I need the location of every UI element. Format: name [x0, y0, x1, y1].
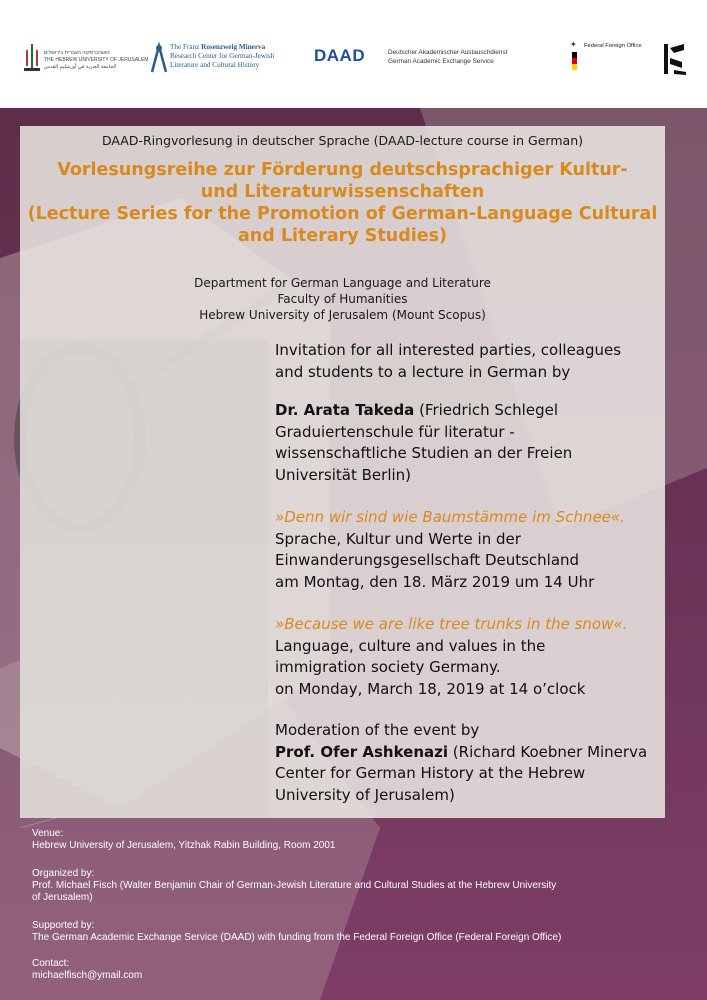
eagle-icon: ✦: [570, 40, 577, 49]
talk-german-title: »Denn wir sind wie Baumstämme im Schnee«.: [275, 508, 625, 526]
rosenzweig-line-3: Literature and Cultural History: [170, 61, 260, 69]
speaker-paragraph: [275, 400, 660, 486]
moderation-intro: Moderation of the event by: [275, 721, 480, 739]
organized-text: of Jerusalem): [32, 892, 93, 903]
daad-logo: [314, 44, 544, 72]
organized-label: Organized by:: [32, 868, 95, 879]
venue-block: [32, 828, 672, 852]
talk-german-line: Sprache, Kultur und Werte in der: [275, 529, 521, 548]
logo-bar: [0, 0, 707, 108]
talk-german: [275, 507, 660, 593]
speaker-affiliation: (Friedrich Schlegel: [414, 401, 558, 419]
contact-label: Contact:: [32, 958, 70, 969]
department-line: Department for German Language and Literature: [194, 276, 491, 290]
hebrew-university-logo: [24, 42, 149, 76]
lk-emblem-icon: [660, 42, 690, 76]
supported-text: The German Academic Exchange Service (DAAD) with funding from the Federal Foreign Office (Federal Foreign Office): [32, 932, 562, 943]
department-line: Faculty of Humanities: [277, 292, 408, 306]
rosenzweig-line-1-strong: Rosenzweig Minerva: [201, 43, 266, 51]
venue-text: Hebrew University of Jerusalem, Yitzhak Rabin Building, Room 2001: [32, 840, 336, 851]
speaker-line: [275, 400, 660, 422]
panel-left-shade: [20, 340, 268, 818]
ffo-label: Federal Foreign Office: [584, 43, 642, 49]
daad-german-name: Deutscher Akademischer Austauschdienst: [388, 49, 508, 56]
supported-label: Supported by:: [32, 920, 95, 931]
moderator-line: University of Jerusalem): [275, 785, 455, 804]
huji-emblem-icon: [24, 44, 40, 72]
daad-abbr: DAAD: [314, 46, 366, 65]
rosenzweig-line-1: [170, 43, 265, 52]
speaker-line: Universität Berlin): [275, 465, 412, 484]
speaker-line: wissenschaftliche Studien an der Freien: [275, 444, 573, 462]
department-block: [20, 275, 665, 323]
talk-german-line: Einwanderungsgesellschaft Deutschland: [275, 551, 580, 569]
rosenzweig-line-2: Research Center for German-Jewish: [170, 52, 275, 60]
talk-english-line: Language, culture and values in the: [275, 636, 546, 655]
talk-english-date: on Monday, March 18, 2019 at 14 o’clock: [275, 679, 586, 698]
speaker-line: Graduiertenschule für literatur -: [275, 422, 515, 441]
rosenzweig-emblem-icon: [150, 42, 168, 74]
series-title-line: (Lecture Series for the Promotion of German-Language Cultural: [27, 204, 658, 224]
invitation-line: and students to a lecture in German by: [275, 362, 571, 381]
talk-english-title: »Because we are like tree trunks in the snow«.: [275, 615, 628, 633]
series-title-line: Vorlesungsreihe zur Förderung deutschsprachiger Kultur-: [57, 160, 628, 180]
talk-german-date: am Montag, den 18. März 2019 um 14 Uhr: [275, 572, 595, 591]
organized-block: [32, 868, 672, 904]
supported-block: [32, 920, 672, 944]
huji-arabic-name: الجامعة العبرية في أورشليم القدس: [44, 64, 117, 70]
venue-label: Venue:: [32, 828, 64, 839]
federal-foreign-office-logo: [570, 40, 650, 76]
rosenzweig-line-1-pre: The Franz: [170, 43, 202, 51]
moderation-paragraph: [275, 720, 660, 806]
speaker-name: Dr. Arata Takeda: [275, 401, 415, 419]
rosenzweig-center-logo: [150, 40, 310, 76]
series-title-line: and Literary Studies): [237, 226, 448, 246]
talk-english: [275, 614, 660, 700]
german-flag-icon: [572, 52, 577, 70]
department-line: Hebrew University of Jerusalem (Mount Scopus): [199, 308, 486, 322]
talk-english-line: immigration society Germany.: [275, 658, 501, 676]
moderator-line: [275, 742, 660, 764]
moderator-line: Center for German History at the Hebrew: [275, 764, 586, 782]
contact-email[interactable]: michaelfisch@ymail.com: [32, 970, 143, 981]
huji-english-name: THE HEBREW UNIVERSITY OF JERUSALEM: [44, 57, 149, 63]
moderator-name: Prof. Ofer Ashkenazi: [275, 742, 449, 761]
daad-english-name: German Academic Exchange Service: [388, 58, 494, 65]
moderator-affiliation: (Richard Koebner Minerva: [448, 742, 648, 761]
contact-block: [32, 958, 672, 982]
invitation-paragraph: [275, 340, 660, 383]
huji-hebrew-name: האוניברסיטה העברית בירושלים: [44, 50, 110, 56]
organized-text: Prof. Michael Fisch (Walter Benjamin Chair of German-Jewish Literature and Cultural Studies at the Hebrew University: [32, 880, 557, 891]
series-title: [20, 159, 665, 247]
lecture-course-subtitle: DAAD-Ringvorlesung in deutscher Sprache (DAAD-lecture course in German): [102, 133, 583, 148]
invitation-line: Invitation for all interested parties, colleagues: [275, 341, 622, 359]
series-title-line: und Literaturwissenschaften: [200, 182, 485, 202]
